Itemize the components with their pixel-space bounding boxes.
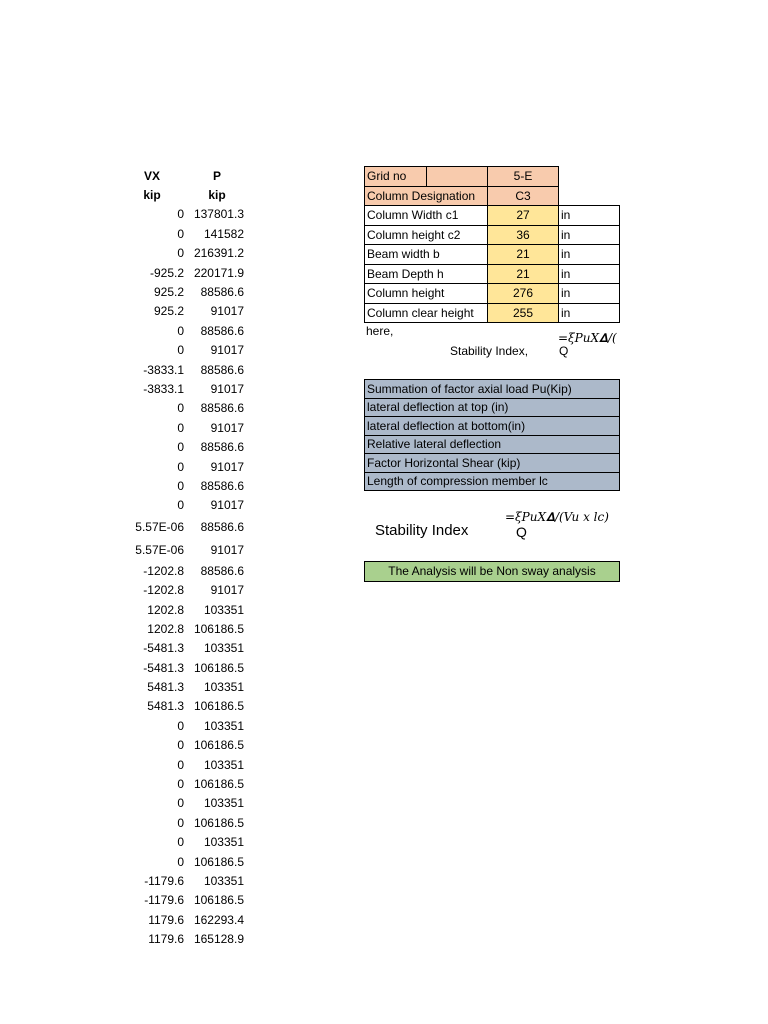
load-table-row (120, 205, 250, 224)
load-table-row (120, 833, 250, 852)
vx-value: 0 (177, 498, 184, 513)
p-value: 103351 (203, 602, 244, 617)
p-value: 91017 (210, 583, 244, 598)
vx-value: 0 (177, 738, 184, 753)
load-table-row (120, 302, 250, 321)
vx-value: 0 (177, 459, 184, 474)
parameter-row: Factor Horizontal Shear (kip) (365, 454, 620, 473)
property-label: Beam width b (365, 245, 488, 265)
property-unit: in (559, 303, 620, 323)
vx-value: 0 (177, 420, 184, 435)
property-unit: in (559, 206, 620, 226)
vx-value: 0 (177, 777, 184, 792)
vx-value: 0 (177, 226, 184, 241)
stability-index-label: Stability Index (375, 522, 469, 539)
property-row (365, 206, 620, 226)
load-table-row (120, 360, 250, 379)
p-value: 88586.6 (200, 519, 244, 534)
vx-value: 0 (177, 401, 184, 416)
property-label: Beam Depth h (365, 264, 488, 284)
load-table-row (120, 561, 250, 580)
load-table-row (120, 515, 250, 538)
p-value: 103351 (203, 835, 244, 850)
load-table-row (120, 244, 250, 263)
load-table-row (120, 496, 250, 515)
load-table-units (120, 185, 250, 204)
property-value: 27 (488, 206, 559, 226)
p-value: 220171.9 (193, 265, 244, 280)
grid-no-value: 5-E (488, 167, 559, 187)
p-value: 103351 (203, 796, 244, 811)
load-table-row (120, 677, 250, 696)
stability-formula-q: Q (516, 524, 527, 540)
property-value: 276 (488, 284, 559, 304)
p-value: 91017 (210, 459, 244, 474)
load-table-row (120, 379, 250, 398)
vx-value: 0 (177, 246, 184, 261)
p-value: 106186.5 (193, 699, 244, 714)
vx-value: 0 (177, 815, 184, 830)
load-table-row (120, 619, 250, 638)
vx-value: 0 (177, 757, 184, 772)
property-value: 36 (488, 225, 559, 245)
load-table-row (120, 910, 250, 929)
vx-value: 0 (177, 343, 184, 358)
p-value: 106186.5 (193, 893, 244, 908)
vx-value: 0 (177, 796, 184, 811)
p-value: 103351 (203, 680, 244, 695)
property-row (365, 245, 620, 265)
vx-value: 1202.8 (147, 602, 184, 617)
here-text: here, (366, 324, 394, 338)
load-table-row (120, 658, 250, 677)
p-unit: kip (208, 188, 226, 203)
load-table-row (120, 224, 250, 243)
property-row (365, 303, 620, 323)
vx-value: 1179.6 (148, 912, 184, 927)
vx-value: -1202.8 (143, 583, 184, 598)
parameter-row: lateral deflection at top (in) (365, 398, 620, 417)
load-table-row (120, 871, 250, 890)
load-table-row (120, 813, 250, 832)
stability-index-label-small: Stability Index, (450, 344, 529, 358)
load-table (120, 166, 250, 949)
p-value: 106186.5 (193, 621, 244, 636)
p-value: 106186.5 (193, 815, 244, 830)
p-value: 91017 (210, 420, 244, 435)
load-table-row (120, 399, 250, 418)
vx-value: 1179.6 (148, 932, 184, 947)
stability-formula-q-small: Q (559, 344, 569, 358)
load-table-row (120, 341, 250, 360)
vx-value: -1179.6 (144, 893, 184, 908)
grid-no-spacer (426, 167, 488, 187)
p-value: 103351 (203, 873, 244, 888)
analysis-result: The Analysis will be Non sway analysis (364, 561, 620, 582)
property-value: 21 (488, 264, 559, 284)
load-table-row (120, 639, 250, 658)
column-designation-row (365, 186, 620, 206)
property-value: 255 (488, 303, 559, 323)
vx-value: 5.57E-06 (135, 542, 184, 557)
vx-value: 0 (177, 323, 184, 338)
parameters-table (364, 379, 620, 491)
vx-value: 925.2 (153, 285, 184, 300)
vx-value: 0 (177, 718, 184, 733)
load-table-row (120, 538, 250, 561)
vx-value: 5481.3 (147, 699, 184, 714)
property-label: Column height (365, 284, 488, 304)
p-value: 103351 (203, 757, 244, 772)
vx-value: 0 (177, 207, 184, 222)
property-label: Column height c2 (365, 225, 488, 245)
property-label: Column clear height (365, 303, 488, 323)
load-table-body (120, 205, 250, 949)
p-value: 103351 (203, 641, 244, 656)
load-table-row (120, 476, 250, 495)
p-value: 88586.6 (200, 285, 244, 300)
load-table-row (120, 321, 250, 340)
vx-value: -925.2 (149, 265, 184, 280)
property-label: Column Width c1 (365, 206, 488, 226)
vx-value: -1179.6 (144, 873, 184, 888)
vx-value: 5.57E-06 (135, 519, 184, 534)
load-table-row (120, 457, 250, 476)
property-unit: in (559, 225, 620, 245)
vx-value: 0 (177, 835, 184, 850)
load-table-row (120, 891, 250, 910)
p-value: 165128.9 (193, 932, 244, 947)
load-table-header (120, 166, 250, 185)
column-properties-table (364, 166, 620, 323)
parameter-row: Summation of factor axial load Pu(Kip) (365, 380, 620, 399)
vx-value: 0 (177, 478, 184, 493)
load-table-row (120, 697, 250, 716)
p-value: 91017 (210, 381, 244, 396)
grid-no-label: Grid no (365, 167, 427, 187)
vx-value: -3833.1 (143, 362, 184, 377)
parameter-row: lateral deflection at bottom(in) (365, 417, 620, 436)
p-value: 106186.5 (193, 777, 244, 792)
parameter-row: Relative lateral deflection (365, 435, 620, 454)
p-value: 88586.6 (200, 440, 244, 455)
p-value: 91017 (210, 498, 244, 513)
load-table-row (120, 580, 250, 599)
p-value: 162293.4 (193, 912, 244, 927)
load-table-row (120, 794, 250, 813)
vx-value: 1202.8 (147, 621, 184, 636)
property-value: 21 (488, 245, 559, 265)
p-value: 216391.2 (193, 246, 244, 261)
p-value: 91017 (210, 542, 244, 557)
load-table-row (120, 852, 250, 871)
parameter-row: Length of compression member lc (365, 472, 620, 491)
property-unit: in (559, 284, 620, 304)
p-value: 88586.6 (200, 563, 244, 578)
p-value: 106186.5 (193, 660, 244, 675)
property-row (365, 225, 620, 245)
p-value: 91017 (210, 304, 244, 319)
load-table-row (120, 600, 250, 619)
p-value: 137801.3 (193, 207, 244, 222)
vx-value: -5481.3 (143, 660, 184, 675)
load-table-row (120, 736, 250, 755)
p-header: P (212, 168, 221, 183)
p-value: 103351 (203, 718, 244, 733)
stability-formula-small: =ξPuX𝚫/( (558, 331, 617, 345)
grid-no-row (365, 167, 620, 187)
load-table-row (120, 437, 250, 456)
p-value: 141582 (203, 226, 244, 241)
p-value: 88586.6 (200, 362, 244, 377)
load-table-row (120, 716, 250, 735)
load-table-row (120, 774, 250, 793)
load-table-row (120, 418, 250, 437)
vx-unit: kip (143, 188, 161, 203)
p-value: 88586.6 (200, 323, 244, 338)
vx-value: 0 (177, 854, 184, 869)
vx-value: 5481.3 (147, 680, 184, 695)
load-table-row (120, 263, 250, 282)
vx-value: -3833.1 (143, 381, 184, 396)
p-value: 88586.6 (200, 401, 244, 416)
vx-value: 0 (177, 440, 184, 455)
stability-formula: =ξPuX𝚫/(Vu x lc) (505, 510, 609, 524)
vx-value: -5481.3 (143, 641, 184, 656)
vx-value: -1202.8 (143, 563, 184, 578)
p-value: 106186.5 (193, 738, 244, 753)
vx-header: VX (143, 168, 160, 183)
property-unit: in (559, 264, 620, 284)
load-table-row (120, 755, 250, 774)
property-unit: in (559, 245, 620, 265)
property-row (365, 284, 620, 304)
column-designation-label: Column Designation (365, 186, 488, 206)
column-designation-value: C3 (488, 186, 559, 206)
p-value: 106186.5 (193, 854, 244, 869)
vx-value: 925.2 (153, 304, 184, 319)
property-row (365, 264, 620, 284)
load-table-row (120, 929, 250, 948)
p-value: 88586.6 (200, 478, 244, 493)
load-table-row (120, 282, 250, 301)
p-value: 91017 (210, 343, 244, 358)
